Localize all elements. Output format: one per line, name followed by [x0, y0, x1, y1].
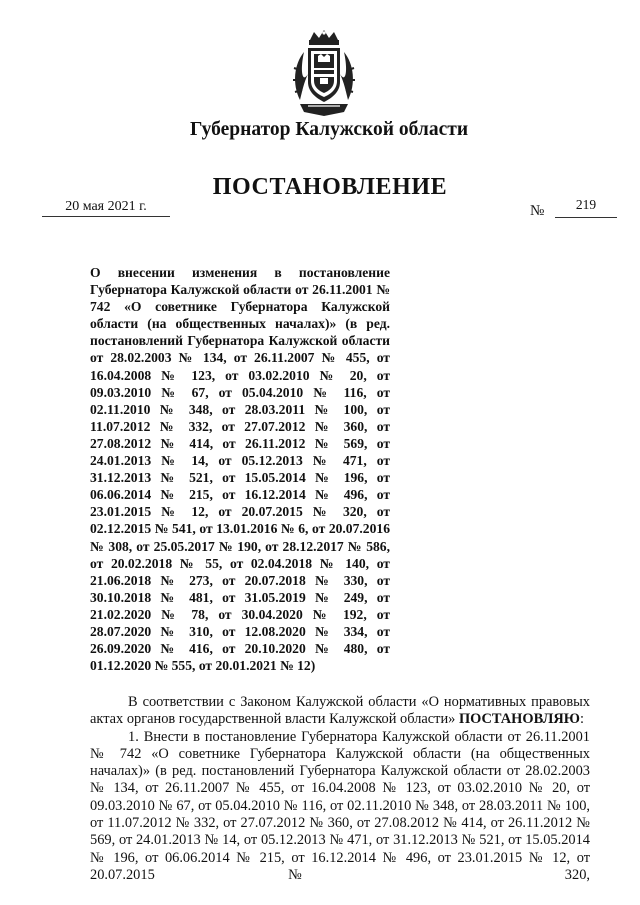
- preamble-colon: :: [579, 711, 584, 728]
- document-type: ПОСТАНОВЛЕНИЕ: [212, 174, 448, 200]
- decision-word: ПОСТАНОВЛЯЮ: [458, 711, 580, 728]
- document-heading: О внесении изменения в постановление Губернатора Калужской области от 26.11.2001 № 742 «О советнике Губернатора Калужской области (на общественных началах)» (в ред. постановлений Губернатора Калужской области от 28.02.2003 № 134, от 26.11.2007 № 455, от 16.04.2008 № 123, от 03.02.2010 № 20, от 09.03.2010 № 67, от 05.04.2010 № 116, от 02.11.2010 № 348, от 28.03.2011 № 100, от 11.07.2012 № 332, от 27.07.2012 № 360, от 27.08.2012 № 414, от 26.11.2012 № 569, от 24.01.2013 № 14, от 05.12.2013 № 471, от 31.12.2013 № 521, от 15.05.2014 № 196, от 06.06.2014 № 215, от 16.12.2014 № 496, от 23.01.2015 № 12, от 20.07.2015 № 320, от 02.12.2015 № 541, от 13.01.2016 № 6, от 20.07.2016 № 308, от 25.05.2017 № 190, от 28.12.2017 № 586, от 20.02.2018 № 55, от 02.04.2018 № 140, от 21.06.2018 № 273, от 20.07.2018 № 330, от 30.10.2018 № 481, от 31.05.2019 № 249, от 21.02.2020 № 78, от 30.04.2020 № 192, от 28.07.2020 № 310, от 12.08.2020 № 334, от 26.09.2020 № 416, от 20.10.2020 № 480, от 01.12.2020 № 555, от 20.01.2021 № 12): [90, 265, 390, 674]
- document-date: 20 мая 2021 г.: [42, 199, 170, 217]
- governor-title: Губернатор Калужской области: [189, 119, 469, 140]
- preamble-text: В соответствии с Законом Калужской области «О нормативных правовых актах органов государственной власти Калужской области»: [90, 694, 590, 728]
- document-number-label: №: [530, 203, 545, 219]
- kaluga-coat-of-arms-icon: [290, 30, 358, 118]
- document-number: 219: [555, 197, 617, 218]
- document-body: [90, 694, 590, 884]
- item-1-paragraph: 1. Внести в постановление Губернатора Калужской области от 26.11.2001 № 742 «О советнике Губернатора Калужской области (на общественных началах)» (в ред. постановлений Губернатора Калужской области от 28.02.2003 № 134, от 26.11.2007 № 455, от 16.04.2008 № 123, от 03.02.2010 № 20, от 09.03.2010 № 67, от 05.04.2010 № 116, от 02.11.2010 № 348, от 28.03.2011 № 100, от 11.07.2012 № 332, от 27.07.2012 № 360, от 27.08.2012 № 414, от 26.11.2012 № 569, от 24.01.2013 № 14, от 05.12.2013 № 471, от 31.12.2013 № 521, от 15.05.2014 № 196, от 06.06.2014 № 215, от 16.12.2014 № 496, от 23.01.2015 № 12, от 20.07.2015 № 320,: [90, 728, 590, 883]
- preamble-paragraph: [90, 694, 590, 729]
